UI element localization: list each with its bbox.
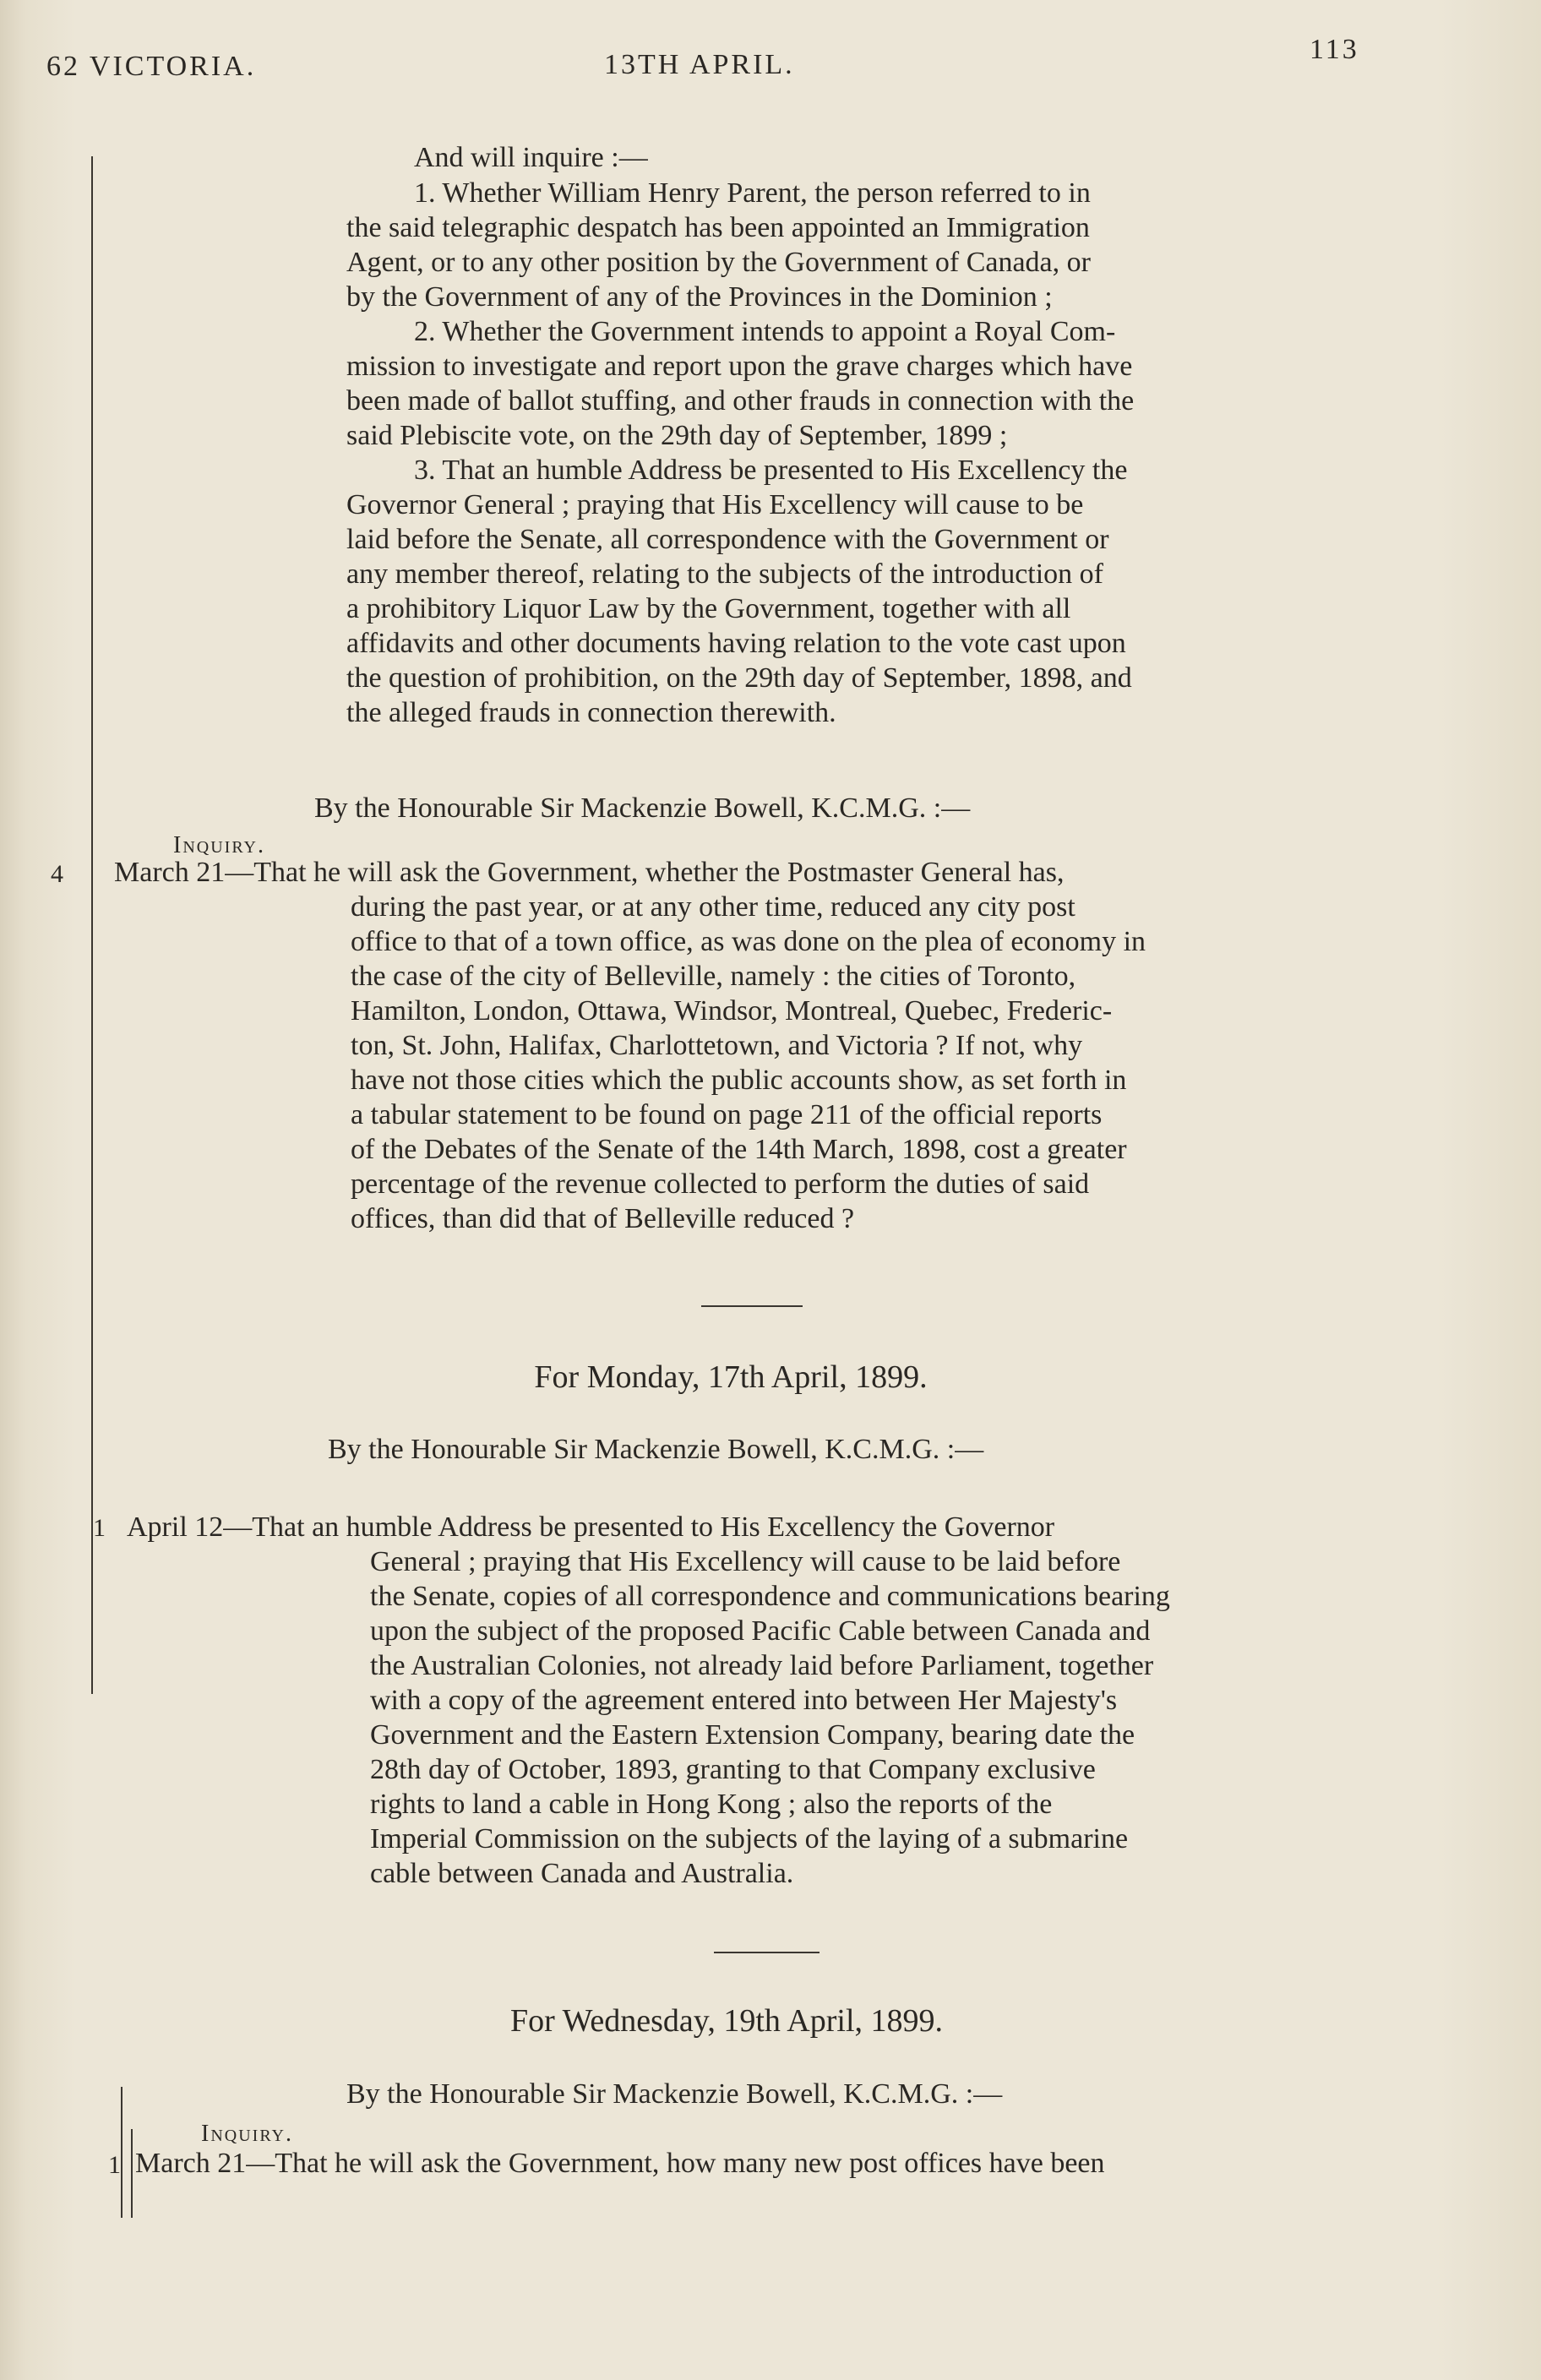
- text-line: office to that of a town office, as was done on the plea of economy in: [351, 926, 1146, 957]
- text-line: General ; praying that His Excellency will cause to be laid before: [370, 1546, 1121, 1577]
- text-line: Government and the Eastern Extension Company, bearing date the: [370, 1719, 1135, 1751]
- motion-lead-line: March 21—That he will ask the Government, whether the Postmaster General has,: [114, 857, 1065, 888]
- text-line: percentage of the revenue collected to perform the duties of said: [351, 1168, 1090, 1200]
- section-divider: [701, 1305, 803, 1307]
- text-line: laid before the Senate, all correspondence with the Government or: [346, 524, 1109, 555]
- text-line: by the Government of any of the Provinces in the Dominion ;: [346, 281, 1053, 313]
- inquiry-label: Inquiry.: [173, 832, 265, 858]
- text-line: Hamilton, London, Ottawa, Windsor, Montreal, Quebec, Frederic-: [351, 995, 1113, 1027]
- text-line: a prohibitory Liquor Law by the Government, together with all: [346, 593, 1071, 624]
- margin-rule-lower-outer: [121, 2087, 123, 2218]
- intro-line: And will inquire :—: [414, 142, 648, 173]
- text-line: been made of ballot stuffing, and other frauds in connection with the: [346, 385, 1135, 417]
- text-line: cable between Canada and Australia.: [370, 1858, 794, 1889]
- margin-rule-lower-inner: [131, 2129, 133, 2218]
- text-line: a tabular statement to be found on page 211 of the official reports: [351, 1099, 1103, 1130]
- text-line: the case of the city of Belleville, namely : the cities of Toronto,: [351, 961, 1076, 992]
- margin-rule-upper: [91, 156, 93, 1694]
- mover-line: By the Honourable Sir Mackenzie Bowell, K.C.M.G. :—: [328, 1434, 984, 1465]
- text-line: Governor General ; praying that His Excellency will cause to be: [346, 489, 1084, 520]
- section-heading: For Monday, 17th April, 1899.: [534, 1359, 928, 1395]
- text-line: any member thereof, relating to the subjects of the introduction of: [346, 558, 1104, 590]
- text-line: with a copy of the agreement entered into between Her Majesty's: [370, 1685, 1118, 1716]
- motion-lead-line: March 21—That he will ask the Government, how many new post offices have been: [135, 2148, 1105, 2179]
- text-line: have not those cities which the public accounts show, as set forth in: [351, 1065, 1127, 1096]
- section-b-body: [351, 890, 1381, 1236]
- text-line: affidavits and other documents having relation to the vote cast upon: [346, 628, 1126, 659]
- mover-line: By the Honourable Sir Mackenzie Bowell, K.C.M.G. :—: [314, 792, 971, 824]
- motion-lead-line: April 12—That an humble Address be presented to His Excellency the Governor: [127, 1511, 1055, 1543]
- text-line: 28th day of October, 1893, granting to that Company exclusive: [370, 1754, 1096, 1785]
- text-line: ton, St. John, Halifax, Charlottetown, and Victoria ? If not, why: [351, 1030, 1083, 1061]
- text-line: the alleged frauds in connection therewith.: [346, 697, 836, 728]
- page-number: 113: [1310, 34, 1359, 65]
- section-a-body: [346, 176, 1373, 730]
- text-line: of the Debates of the Senate of the 14th March, 1898, cost a greater: [351, 1134, 1127, 1165]
- text-line: the Senate, copies of all correspondence and communications bearing: [370, 1581, 1170, 1612]
- section-c-body: [370, 1544, 1392, 1891]
- text-line: during the past year, or at any other time, reduced any city post: [351, 891, 1075, 923]
- item-number: 1: [93, 1514, 106, 1542]
- item-number: 1: [108, 2151, 121, 2179]
- text-line: rights to land a cable in Hong Kong ; also the reports of the: [370, 1789, 1053, 1820]
- section-c-lead: [127, 1510, 1394, 1544]
- text-line: Imperial Commission on the subjects of the laying of a submarine: [370, 1823, 1129, 1854]
- text-line: mission to investigate and report upon the grave charges which have: [346, 351, 1133, 382]
- item-number: 4: [51, 860, 63, 888]
- section-b-lead: [114, 855, 1381, 890]
- text-line: 3. That an humble Address be presented to His Excellency the: [414, 455, 1128, 486]
- text-line: the said telegraphic despatch has been appointed an Immigration: [346, 212, 1090, 243]
- text-line: the Australian Colonies, not already laid before Parliament, together: [370, 1650, 1154, 1681]
- mover-line: By the Honourable Sir Mackenzie Bowell, K.C.M.G. :—: [346, 2078, 1003, 2110]
- text-line: upon the subject of the proposed Pacific Cable between Canada and: [370, 1615, 1151, 1647]
- text-line: said Plebiscite vote, on the 29th day of September, 1899 ;: [346, 420, 1008, 451]
- header-session: 62 VICTORIA.: [46, 51, 257, 82]
- text-line: offices, than did that of Belleville reduced ?: [351, 1203, 855, 1234]
- header-date: 13TH APRIL.: [604, 49, 795, 80]
- section-a: [346, 140, 1373, 175]
- text-line: 2. Whether the Government intends to appoint a Royal Com-: [414, 316, 1116, 347]
- text-line: the question of prohibition, on the 29th day of September, 1898, and: [346, 662, 1132, 694]
- section-heading: For Wednesday, 19th April, 1899.: [509, 2003, 944, 2039]
- inquiry-label: Inquiry.: [201, 2121, 293, 2147]
- text-line: Agent, or to any other position by the Government of Canada, or: [346, 247, 1091, 278]
- section-d-lead: [135, 2146, 1402, 2181]
- text-line: 1. Whether William Henry Parent, the person referred to in: [414, 177, 1091, 209]
- section-divider: [714, 1952, 820, 1953]
